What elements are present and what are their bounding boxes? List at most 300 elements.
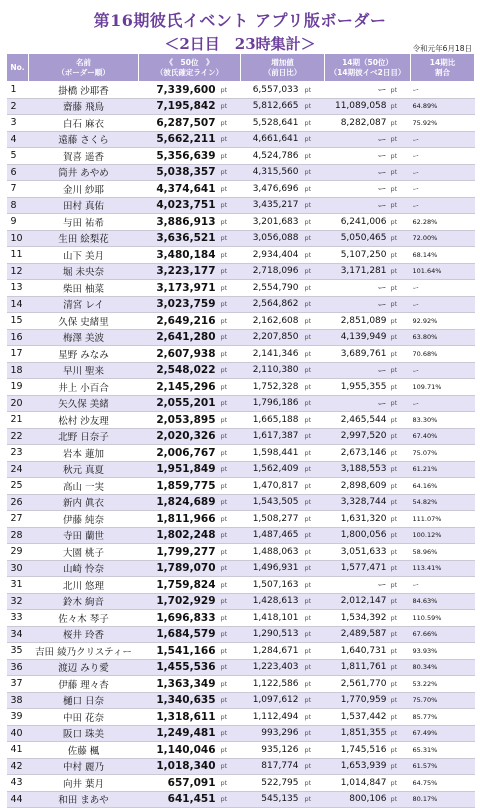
previous-unit: pt [389, 247, 411, 264]
border-unit: pt [219, 313, 241, 330]
table-row [7, 593, 475, 610]
previous-unit: pt [389, 329, 411, 346]
table-row [7, 643, 475, 660]
ratio-cell: 83.30% [411, 412, 475, 429]
previous-unit: pt [389, 428, 411, 445]
name-cell: 秋元 真夏 [29, 461, 139, 478]
rank-cell: 43 [7, 775, 29, 792]
previous-value-cell: 3,171,281 [325, 263, 389, 280]
previous-unit: pt [389, 758, 411, 775]
rank-cell: 8 [7, 197, 29, 214]
ratio-cell: 58.96% [411, 544, 475, 561]
previous-unit: pt [389, 164, 411, 181]
table-row [7, 214, 475, 231]
ratio-cell: ー [411, 164, 475, 181]
previous-value-cell: 1,640,731 [325, 643, 389, 660]
ratio-cell: 75.70% [411, 692, 475, 709]
table-row [7, 181, 475, 198]
name-cell: 山崎 怜奈 [29, 560, 139, 577]
border-value-cell: 1,684,579 [139, 626, 219, 643]
ratio-cell: 111.07% [411, 511, 475, 528]
name-cell: 筒井 あやめ [29, 164, 139, 181]
previous-unit: pt [389, 445, 411, 462]
table-row [7, 329, 475, 346]
table-row [7, 280, 475, 297]
increase-unit: pt [303, 445, 325, 462]
increase-value-cell: 2,141,346 [241, 346, 303, 363]
table-row [7, 313, 475, 330]
border-value-cell: 2,641,280 [139, 329, 219, 346]
increase-value-cell: 3,435,217 [241, 197, 303, 214]
table-row [7, 676, 475, 693]
increase-unit: pt [303, 544, 325, 561]
increase-value-cell: 1,507,163 [241, 577, 303, 594]
rank-cell: 13 [7, 280, 29, 297]
table-row [7, 428, 475, 445]
increase-unit: pt [303, 593, 325, 610]
previous-unit: pt [389, 131, 411, 148]
rank-cell: 4 [7, 131, 29, 148]
name-cell: 鈴木 絢音 [29, 593, 139, 610]
border-value-cell: 1,799,277 [139, 544, 219, 561]
increase-value-cell: 2,110,380 [241, 362, 303, 379]
increase-value-cell: 993,296 [241, 725, 303, 742]
rank-cell: 30 [7, 560, 29, 577]
previous-value-cell: ー [325, 164, 389, 181]
border-unit: pt [219, 461, 241, 478]
previous-value-cell: 3,051,633 [325, 544, 389, 561]
increase-unit: pt [303, 280, 325, 297]
border-unit: pt [219, 791, 241, 808]
ratio-cell: 84.63% [411, 593, 475, 610]
border-unit: pt [219, 428, 241, 445]
border-value-cell: 1,140,046 [139, 742, 219, 759]
border-unit: pt [219, 709, 241, 726]
ratio-cell: 101.64% [411, 263, 475, 280]
name-cell: 賀喜 遥香 [29, 148, 139, 165]
increase-unit: pt [303, 643, 325, 660]
name-cell: 星野 みなみ [29, 346, 139, 363]
table-row [7, 709, 475, 726]
previous-unit: pt [389, 395, 411, 412]
previous-unit: pt [389, 511, 411, 528]
previous-value-cell: ー [325, 82, 389, 99]
ratio-cell: 92.92% [411, 313, 475, 330]
increase-unit: pt [303, 478, 325, 495]
previous-value-cell: 1,534,392 [325, 610, 389, 627]
increase-unit: pt [303, 379, 325, 396]
border-unit: pt [219, 610, 241, 627]
table-row [7, 659, 475, 676]
increase-value-cell: 4,315,560 [241, 164, 303, 181]
table-body [7, 82, 475, 808]
ratio-cell: 75.92% [411, 115, 475, 132]
increase-value-cell: 6,557,033 [241, 82, 303, 99]
ratio-cell: 64.16% [411, 478, 475, 495]
border-unit: pt [219, 280, 241, 297]
increase-value-cell: 1,284,671 [241, 643, 303, 660]
rank-cell: 25 [7, 478, 29, 495]
increase-value-cell: 935,126 [241, 742, 303, 759]
previous-unit: pt [389, 230, 411, 247]
previous-unit: pt [389, 296, 411, 313]
previous-unit: pt [389, 412, 411, 429]
ratio-cell: 61.21% [411, 461, 475, 478]
border-value-cell: 6,287,507 [139, 115, 219, 132]
name-cell: 中村 麗乃 [29, 758, 139, 775]
previous-unit: pt [389, 577, 411, 594]
previous-value-cell: 2,561,770 [325, 676, 389, 693]
previous-value-cell: 11,089,058 [325, 98, 389, 115]
border-value-cell: 2,649,216 [139, 313, 219, 330]
increase-unit: pt [303, 428, 325, 445]
increase-value-cell: 1,428,613 [241, 593, 303, 610]
increase-unit: pt [303, 527, 325, 544]
rank-cell: 38 [7, 692, 29, 709]
border-unit: pt [219, 131, 241, 148]
increase-value-cell: 1,562,409 [241, 461, 303, 478]
rank-cell: 14 [7, 296, 29, 313]
border-unit: pt [219, 643, 241, 660]
previous-value-cell: 2,898,609 [325, 478, 389, 495]
name-cell: 新内 眞衣 [29, 494, 139, 511]
rank-cell: 24 [7, 461, 29, 478]
name-cell: 松村 沙友理 [29, 412, 139, 429]
increase-value-cell: 2,564,862 [241, 296, 303, 313]
ratio-cell: 80.34% [411, 659, 475, 676]
increase-value-cell: 545,135 [241, 791, 303, 808]
increase-unit: pt [303, 131, 325, 148]
border-value-cell: 1,789,070 [139, 560, 219, 577]
border-unit: pt [219, 527, 241, 544]
ratio-cell: 113.41% [411, 560, 475, 577]
increase-value-cell: 2,207,850 [241, 329, 303, 346]
border-value-cell: 657,091 [139, 775, 219, 792]
ratio-cell: 75.07% [411, 445, 475, 462]
border-unit: pt [219, 82, 241, 99]
previous-unit: pt [389, 775, 411, 792]
previous-value-cell: 2,851,089 [325, 313, 389, 330]
previous-value-cell: ー [325, 181, 389, 198]
increase-unit: pt [303, 560, 325, 577]
increase-value-cell: 1,290,513 [241, 626, 303, 643]
increase-unit: pt [303, 148, 325, 165]
rank-cell: 33 [7, 610, 29, 627]
border-value-cell: 5,662,211 [139, 131, 219, 148]
increase-unit: pt [303, 610, 325, 627]
report-date: 令和元年6月18日 [412, 44, 472, 53]
table-row [7, 775, 475, 792]
rank-cell: 22 [7, 428, 29, 445]
rank-cell: 17 [7, 346, 29, 363]
name-cell: 岩本 蓮加 [29, 445, 139, 462]
increase-value-cell: 5,812,665 [241, 98, 303, 115]
increase-value-cell: 1,665,188 [241, 412, 303, 429]
table-row [7, 412, 475, 429]
rank-cell: 31 [7, 577, 29, 594]
ratio-cell: 62.28% [411, 214, 475, 231]
ratio-cell: ー [411, 197, 475, 214]
previous-value-cell: ー [325, 577, 389, 594]
border-unit: pt [219, 494, 241, 511]
increase-value-cell: 1,617,387 [241, 428, 303, 445]
ratio-cell: ー [411, 181, 475, 198]
ratio-cell: 63.80% [411, 329, 475, 346]
name-cell: 吉田 綾乃クリスティー [29, 643, 139, 660]
table-row [7, 148, 475, 165]
table-row [7, 131, 475, 148]
header-name: 名前 （ボーダー順） [29, 54, 139, 82]
rank-cell: 42 [7, 758, 29, 775]
border-unit: pt [219, 115, 241, 132]
increase-value-cell: 1,097,612 [241, 692, 303, 709]
header-rank: No. [7, 54, 29, 82]
name-cell: 久保 史緒里 [29, 313, 139, 330]
table-row [7, 395, 475, 412]
name-cell: 矢久保 美緒 [29, 395, 139, 412]
border-unit: pt [219, 296, 241, 313]
ratio-cell: 68.14% [411, 247, 475, 264]
rank-cell: 11 [7, 247, 29, 264]
border-value-cell: 2,053,895 [139, 412, 219, 429]
border-unit: pt [219, 742, 241, 759]
border-value-cell: 5,356,639 [139, 148, 219, 165]
previous-value-cell: 2,673,146 [325, 445, 389, 462]
name-cell: 和田 まあや [29, 791, 139, 808]
previous-unit: pt [389, 280, 411, 297]
border-value-cell: 4,023,751 [139, 197, 219, 214]
name-cell: 伊藤 理々杏 [29, 676, 139, 693]
border-unit: pt [219, 692, 241, 709]
increase-value-cell: 3,201,683 [241, 214, 303, 231]
border-value-cell: 1,018,340 [139, 758, 219, 775]
ratio-cell: 64.89% [411, 98, 475, 115]
increase-value-cell: 1,122,586 [241, 676, 303, 693]
ratio-cell: 72.00% [411, 230, 475, 247]
previous-value-cell: 800,106 [325, 791, 389, 808]
border-unit: pt [219, 329, 241, 346]
rank-cell: 44 [7, 791, 29, 808]
increase-unit: pt [303, 791, 325, 808]
border-value-cell: 1,340,635 [139, 692, 219, 709]
previous-unit: pt [389, 709, 411, 726]
increase-value-cell: 5,528,641 [241, 115, 303, 132]
table-row [7, 230, 475, 247]
increase-value-cell: 2,554,790 [241, 280, 303, 297]
name-cell: 井上 小百合 [29, 379, 139, 396]
ratio-cell: 93.93% [411, 643, 475, 660]
name-cell: 山下 美月 [29, 247, 139, 264]
increase-unit: pt [303, 676, 325, 693]
border-value-cell: 4,374,641 [139, 181, 219, 198]
border-unit: pt [219, 544, 241, 561]
ratio-cell: 70.68% [411, 346, 475, 363]
increase-value-cell: 1,112,494 [241, 709, 303, 726]
increase-unit: pt [303, 214, 325, 231]
rank-cell: 1 [7, 82, 29, 99]
ratio-cell: 53.22% [411, 676, 475, 693]
increase-value-cell: 817,774 [241, 758, 303, 775]
border-unit: pt [219, 164, 241, 181]
previous-value-cell: 2,012,147 [325, 593, 389, 610]
previous-unit: pt [389, 544, 411, 561]
previous-value-cell: 1,800,056 [325, 527, 389, 544]
rank-cell: 21 [7, 412, 29, 429]
border-value-cell: 2,055,201 [139, 395, 219, 412]
name-cell: 桜井 玲香 [29, 626, 139, 643]
name-cell: 佐々木 琴子 [29, 610, 139, 627]
previous-value-cell: 2,465,544 [325, 412, 389, 429]
rank-cell: 18 [7, 362, 29, 379]
name-cell: 柴田 柚菜 [29, 280, 139, 297]
ratio-cell: 65.31% [411, 742, 475, 759]
previous-unit: pt [389, 362, 411, 379]
previous-unit: pt [389, 181, 411, 198]
increase-unit: pt [303, 98, 325, 115]
header-increase: 増加値 （前日比） [241, 54, 325, 82]
previous-value-cell: 5,050,465 [325, 230, 389, 247]
table-row [7, 263, 475, 280]
increase-unit: pt [303, 263, 325, 280]
ratio-cell: 109.71% [411, 379, 475, 396]
ratio-cell: 110.59% [411, 610, 475, 627]
table-row [7, 197, 475, 214]
rank-cell: 12 [7, 263, 29, 280]
rank-cell: 28 [7, 527, 29, 544]
rank-cell: 6 [7, 164, 29, 181]
previous-value-cell: ー [325, 296, 389, 313]
previous-unit: pt [389, 82, 411, 99]
page-title: 第16期彼氏イベント アプリ版ボーダー [93, 11, 387, 30]
previous-value-cell: 2,997,520 [325, 428, 389, 445]
increase-unit: pt [303, 230, 325, 247]
border-unit: pt [219, 247, 241, 264]
increase-value-cell: 2,934,404 [241, 247, 303, 264]
border-unit: pt [219, 230, 241, 247]
border-value-cell: 2,145,296 [139, 379, 219, 396]
increase-unit: pt [303, 329, 325, 346]
increase-value-cell: 1,796,186 [241, 395, 303, 412]
border-value-cell: 1,824,689 [139, 494, 219, 511]
previous-unit: pt [389, 742, 411, 759]
border-unit: pt [219, 412, 241, 429]
table-row [7, 115, 475, 132]
previous-value-cell: 1,653,939 [325, 758, 389, 775]
increase-value-cell: 1,488,063 [241, 544, 303, 561]
border-value-cell: 3,173,971 [139, 280, 219, 297]
increase-unit: pt [303, 247, 325, 264]
table-row [7, 791, 475, 808]
ratio-cell: 67.40% [411, 428, 475, 445]
ratio-cell: 100.12% [411, 527, 475, 544]
rank-cell: 15 [7, 313, 29, 330]
previous-unit: pt [389, 313, 411, 330]
previous-unit: pt [389, 725, 411, 742]
increase-value-cell: 2,718,096 [241, 263, 303, 280]
name-cell: 金川 紗耶 [29, 181, 139, 198]
rank-cell: 35 [7, 643, 29, 660]
border-value-cell: 1,455,536 [139, 659, 219, 676]
ratio-cell: ー [411, 280, 475, 297]
increase-unit: pt [303, 775, 325, 792]
rank-cell: 5 [7, 148, 29, 165]
table-header-row [7, 54, 475, 82]
border-value-cell: 1,802,248 [139, 527, 219, 544]
rank-cell: 3 [7, 115, 29, 132]
previous-value-cell: 1,955,355 [325, 379, 389, 396]
rank-cell: 19 [7, 379, 29, 396]
increase-unit: pt [303, 659, 325, 676]
previous-value-cell: ー [325, 131, 389, 148]
increase-unit: pt [303, 82, 325, 99]
previous-unit: pt [389, 610, 411, 627]
table-row [7, 544, 475, 561]
border-table [6, 53, 475, 808]
border-value-cell: 1,696,833 [139, 610, 219, 627]
increase-unit: pt [303, 626, 325, 643]
increase-unit: pt [303, 197, 325, 214]
table-row [7, 725, 475, 742]
previous-value-cell: 1,770,959 [325, 692, 389, 709]
table-row [7, 98, 475, 115]
border-value-cell: 2,548,022 [139, 362, 219, 379]
previous-value-cell: 3,328,744 [325, 494, 389, 511]
name-cell: 田村 真佑 [29, 197, 139, 214]
table-row [7, 478, 475, 495]
border-unit: pt [219, 560, 241, 577]
previous-unit: pt [389, 461, 411, 478]
ratio-cell: 85.77% [411, 709, 475, 726]
ratio-cell: 67.66% [411, 626, 475, 643]
rank-cell: 34 [7, 626, 29, 643]
previous-value-cell: 1,811,761 [325, 659, 389, 676]
border-unit: pt [219, 362, 241, 379]
increase-value-cell: 3,056,088 [241, 230, 303, 247]
border-value-cell: 7,339,600 [139, 82, 219, 99]
previous-unit: pt [389, 626, 411, 643]
table-row [7, 610, 475, 627]
increase-value-cell: 1,496,931 [241, 560, 303, 577]
table-row [7, 445, 475, 462]
previous-unit: pt [389, 494, 411, 511]
border-value-cell: 3,886,913 [139, 214, 219, 231]
rank-cell: 10 [7, 230, 29, 247]
increase-unit: pt [303, 313, 325, 330]
name-cell: 向井 葉月 [29, 775, 139, 792]
previous-value-cell: 4,139,949 [325, 329, 389, 346]
table-row [7, 742, 475, 759]
ratio-cell: 80.17% [411, 791, 475, 808]
table-row [7, 494, 475, 511]
border-value-cell: 3,023,759 [139, 296, 219, 313]
border-value-cell: 3,223,177 [139, 263, 219, 280]
rank-cell: 40 [7, 725, 29, 742]
name-cell: 阪口 珠美 [29, 725, 139, 742]
increase-unit: pt [303, 758, 325, 775]
previous-value-cell: ー [325, 280, 389, 297]
border-value-cell: 1,859,775 [139, 478, 219, 495]
border-value-cell: 2,006,767 [139, 445, 219, 462]
border-unit: pt [219, 511, 241, 528]
border-value-cell: 1,759,824 [139, 577, 219, 594]
increase-unit: pt [303, 164, 325, 181]
ratio-cell: 61.57% [411, 758, 475, 775]
increase-value-cell: 3,476,696 [241, 181, 303, 198]
table-row [7, 758, 475, 775]
previous-unit: pt [389, 560, 411, 577]
border-value-cell: 1,811,966 [139, 511, 219, 528]
previous-unit: pt [389, 527, 411, 544]
